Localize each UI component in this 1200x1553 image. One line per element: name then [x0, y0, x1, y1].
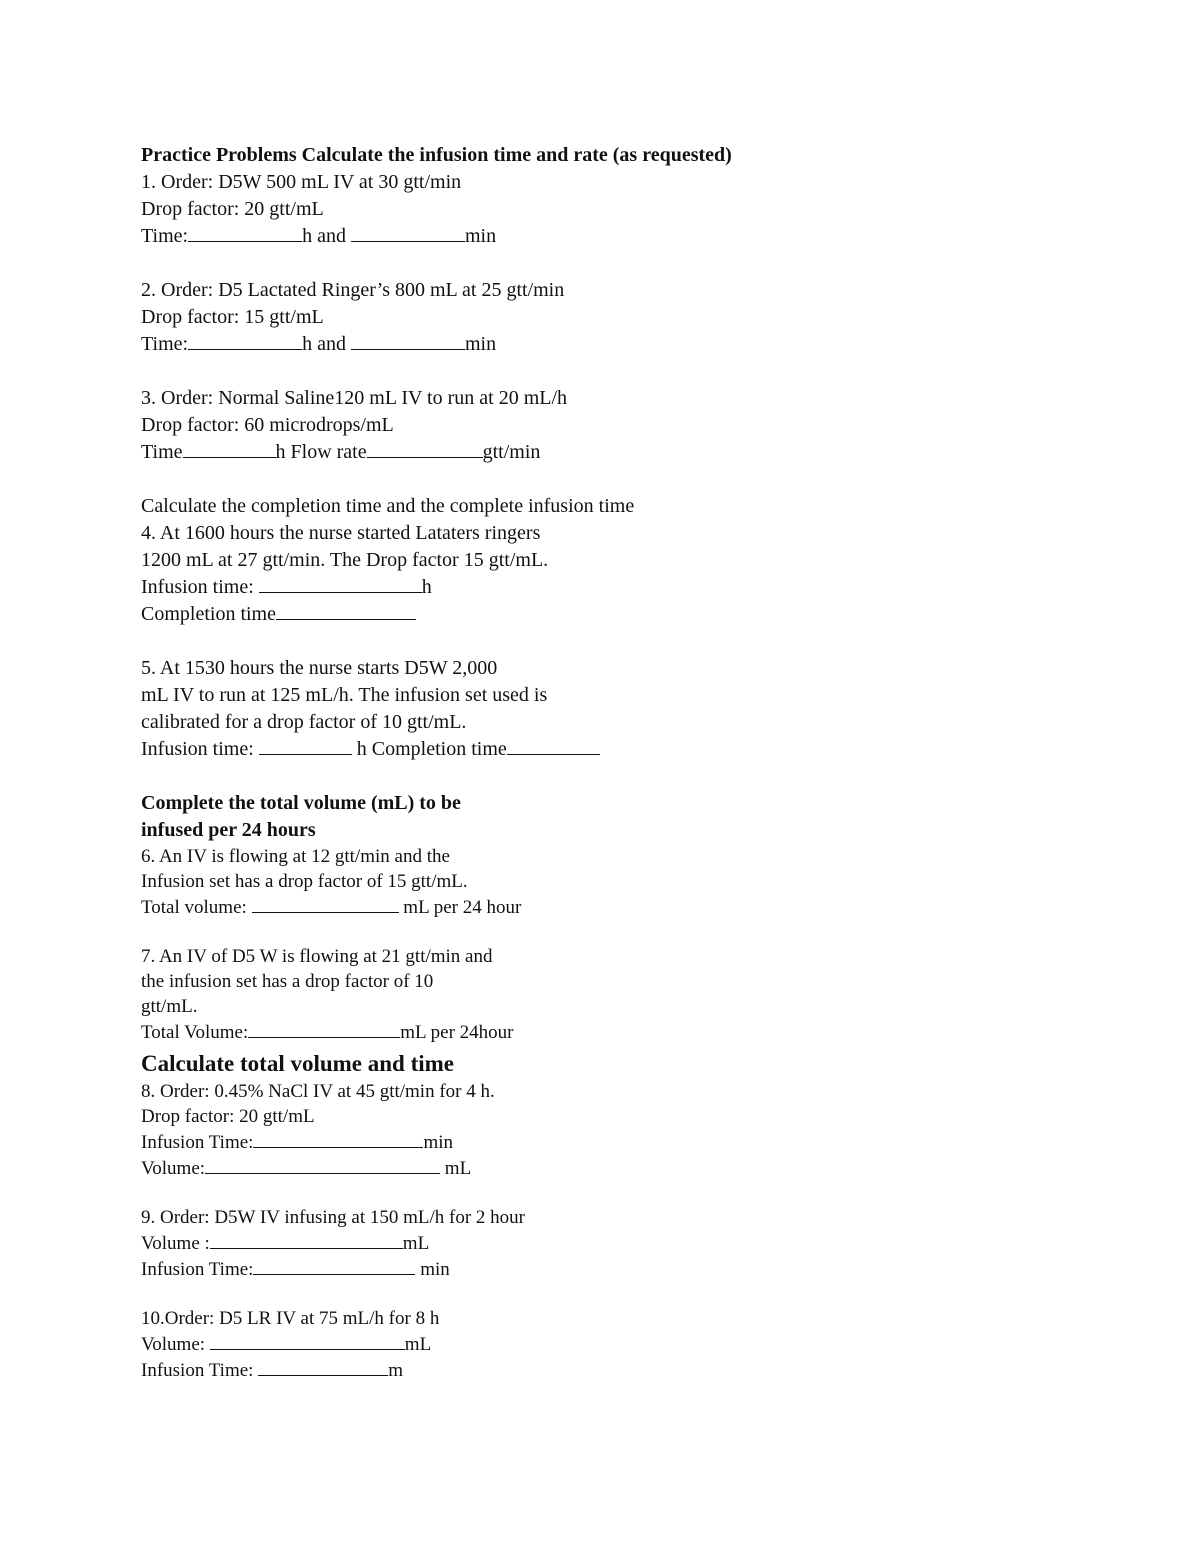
problem-8-order: 8. Order: 0.45% NaCl IV at 45 gtt/min for 4 h.	[141, 1081, 495, 1102]
ml-label: mL	[444, 1158, 472, 1179]
total-volume-label: Total volume:	[141, 897, 247, 918]
problem-10-order: 10.Order: D5 LR IV at 75 mL/h for 8 h	[141, 1308, 440, 1329]
problem-8-volume-line	[141, 1155, 1041, 1181]
total-volume-blank[interactable]	[248, 1019, 400, 1038]
problem-5-answer-line	[141, 736, 1041, 763]
volume-label: Volume :	[141, 1233, 210, 1254]
minutes-blank[interactable]	[351, 223, 465, 242]
hours-blank[interactable]	[183, 439, 276, 458]
ml-per-24-hour-label: mL per 24 hour	[403, 897, 522, 918]
m-label: m	[388, 1360, 403, 1381]
total-volume-label: Total Volume:	[141, 1022, 249, 1043]
problem-1-answer-line	[141, 223, 1041, 250]
h-label: h	[421, 576, 432, 598]
worksheet-page	[141, 142, 1041, 1383]
infusion-time-blank[interactable]	[259, 574, 422, 593]
infusion-time-label: Infusion time:	[141, 576, 254, 598]
h-flow-rate-label: h Flow rate	[275, 441, 367, 463]
infusion-time-blank[interactable]	[253, 1256, 415, 1275]
problem-4-completion-line	[141, 601, 1041, 628]
problem-6-line-1: 6. An IV is flowing at 12 gtt/min and the	[141, 846, 450, 867]
section-heading-total-volume-line-2: infused per 24 hours	[141, 819, 316, 841]
volume-label: Volume:	[141, 1334, 206, 1355]
section-heading-total-volume-and-time: Calculate total volume and time	[141, 1051, 455, 1076]
problem-9-infusion-line	[141, 1256, 1041, 1282]
section-3-problems	[141, 844, 1041, 1045]
problem-3-answer-line	[141, 439, 1041, 466]
infusion-time-label: Infusion Time:	[141, 1132, 254, 1153]
problem-9-volume-line	[141, 1230, 1041, 1256]
infusion-time-label: Infusion Time:	[141, 1360, 254, 1381]
h-completion-time-label: h Completion time	[356, 738, 507, 760]
problem-7-line-3: gtt/mL.	[141, 996, 198, 1017]
problem-4-line-1: 4. At 1600 hours the nurse started Lataters ringers	[141, 522, 541, 544]
problem-4-line-2: 1200 mL at 27 gtt/min. The Drop factor 15 gtt/mL.	[141, 549, 549, 571]
problem-7-answer-line	[141, 1019, 1041, 1045]
problem-8-infusion-line	[141, 1129, 1041, 1155]
volume-blank[interactable]	[210, 1331, 405, 1350]
problem-5-line-2: mL IV to run at 125 mL/h. The infusion set used is	[141, 684, 548, 706]
problem-6-line-2: Infusion set has a drop factor of 15 gtt/mL.	[141, 871, 468, 892]
infusion-time-blank[interactable]	[259, 736, 352, 755]
section-heading-completion-time: Calculate the completion time and the complete infusion time	[141, 495, 635, 517]
time-label: Time:	[141, 225, 189, 247]
problem-10-infusion-line	[141, 1357, 1041, 1383]
problem-1-drop-factor: Drop factor: 20 gtt/mL	[141, 198, 324, 220]
infusion-time-blank[interactable]	[258, 1357, 388, 1376]
h-and-label: h and	[302, 225, 346, 247]
min-label: min	[464, 333, 497, 355]
completion-time-blank[interactable]	[507, 736, 600, 755]
hours-blank[interactable]	[188, 223, 302, 242]
completion-time-blank[interactable]	[276, 601, 416, 620]
volume-blank[interactable]	[210, 1230, 403, 1249]
problem-2-order: 2. Order: D5 Lactated Ringer’s 800 mL at 25 gtt/min	[141, 279, 565, 301]
section-heading-practice-problems: Practice Problems Calculate the infusion time and rate (as requested)	[141, 144, 732, 166]
problem-6-answer-line	[141, 894, 1041, 920]
time-label: Time	[141, 441, 183, 463]
ml-label: mL	[404, 1334, 432, 1355]
problem-2-answer-line	[141, 331, 1041, 358]
completion-time-label: Completion time	[141, 603, 276, 625]
problem-5-line-1: 5. At 1530 hours the nurse starts D5W 2,000	[141, 657, 498, 679]
ml-per-24hour-label: mL per 24hour	[400, 1022, 514, 1043]
section-heading-total-volume-line-1: Complete the total volume (mL) to be	[141, 792, 461, 814]
flow-rate-blank[interactable]	[367, 439, 483, 458]
problem-7-line-1: 7. An IV of D5 W is flowing at 21 gtt/min and	[141, 946, 493, 967]
h-and-label: h and	[302, 333, 346, 355]
time-label: Time:	[141, 333, 189, 355]
minutes-blank[interactable]	[351, 331, 465, 350]
problem-3-order: 3. Order: Normal Saline120 mL IV to run at 20 mL/h	[141, 387, 568, 409]
problem-1-order: 1. Order: D5W 500 mL IV at 30 gtt/min	[141, 171, 462, 193]
min-label: min	[423, 1132, 454, 1153]
infusion-time-blank[interactable]	[253, 1129, 423, 1148]
problem-5-line-3: calibrated for a drop factor of 10 gtt/mL.	[141, 711, 467, 733]
ml-label: mL	[402, 1233, 430, 1254]
min-label: min	[420, 1259, 450, 1280]
infusion-time-label: Infusion Time:	[141, 1259, 254, 1280]
hours-blank[interactable]	[188, 331, 302, 350]
problem-3-drop-factor: Drop factor: 60 microdrops/mL	[141, 414, 394, 436]
problem-7-line-2: the infusion set has a drop factor of 10	[141, 971, 434, 992]
problem-10-volume-line	[141, 1331, 1041, 1357]
total-volume-blank[interactable]	[252, 894, 399, 913]
problem-2-drop-factor: Drop factor: 15 gtt/mL	[141, 306, 324, 328]
volume-label: Volume:	[141, 1158, 206, 1179]
volume-blank[interactable]	[205, 1155, 440, 1174]
problem-9-order: 9. Order: D5W IV infusing at 150 mL/h for 2 hour	[141, 1207, 525, 1228]
problem-8-drop-factor: Drop factor: 20 gtt/mL	[141, 1106, 315, 1127]
min-label: min	[464, 225, 497, 247]
section-4-problems	[141, 1079, 1041, 1383]
problem-4-infusion-line	[141, 574, 1041, 601]
infusion-time-label: Infusion time:	[141, 738, 254, 760]
gtt-min-label: gtt/min	[482, 441, 541, 463]
